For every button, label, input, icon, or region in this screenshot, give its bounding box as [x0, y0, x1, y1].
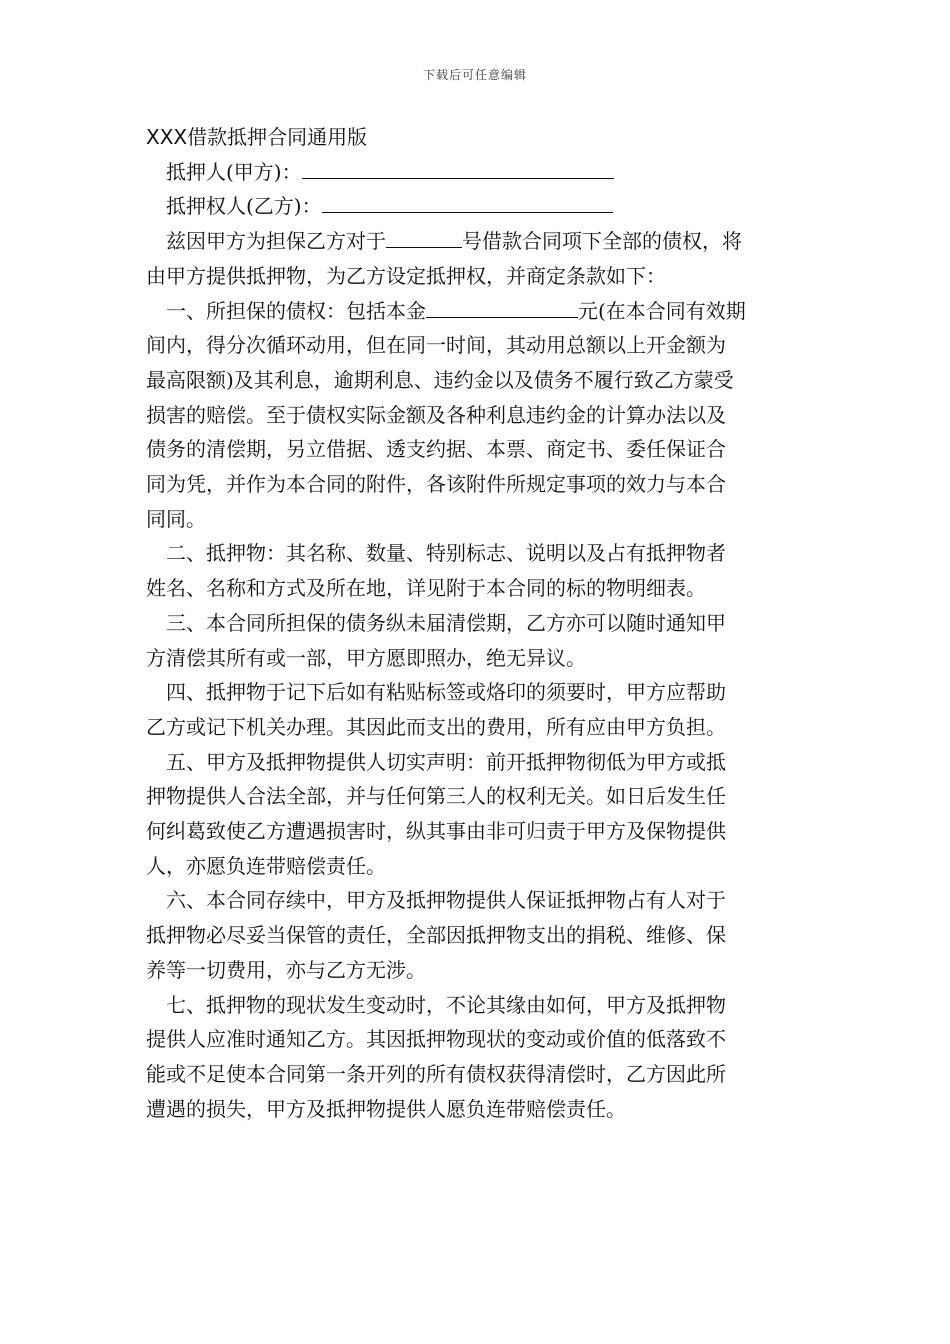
clause-7-line: 能或不足使本合同第一条开列的所有债权获得清偿时，乙方因此所	[146, 1061, 726, 1086]
document-title: XXX借款抵押合同通用版	[146, 125, 368, 149]
party-a-blank	[302, 156, 614, 179]
party-b-line	[146, 189, 806, 224]
clause-5-line: 人，亦愿负连带赔偿责任。	[146, 853, 386, 878]
clause-1-line: 同为凭，并作为本合同的附件，各该附件所规定事项的效力与本合	[146, 472, 726, 497]
clause-7-line: 提供人应准时通知乙方。其因抵押物现状的变动或价值的低落致不	[146, 1027, 726, 1052]
clause-1-line: 一、所担保的债权：包括本金 元(在本合同有效期	[146, 294, 806, 329]
paragraph-intro-line: 兹因甲方为担保乙方对于 号借款合同项下全部的债权，将	[146, 224, 806, 259]
contract-number-blank	[386, 225, 462, 248]
clause-3-line: 三、本合同所担保的债务纵未届清偿期，乙方亦可以随时通知甲	[166, 610, 726, 635]
clause-1-line: 债务的清偿期，另立借据、透支约据、本票、商定书、委任保证合	[146, 437, 726, 462]
clause-7-line: 七、抵押物的现状发生变动时，不论其缘由如何，甲方及抵押物	[166, 992, 726, 1017]
clause-2-line: 姓名、名称和方式及所在地，详见附于本合同的标的物明细表。	[146, 576, 706, 601]
clause-5-line: 何纠葛致使乙方遭遇损害时，纵其事由非可归责于甲方及保物提供	[146, 819, 726, 844]
clause-1-line: 间内，得分次循环动用，但在同一时间，其动用总额以上开金额为	[146, 333, 726, 358]
party-a-line	[146, 155, 806, 190]
clause-4-line: 乙方或记下机关办理。其因此而支出的费用，所有应由甲方负担。	[146, 714, 726, 739]
page-header-note: 下载后可任意编辑	[422, 68, 527, 82]
clause-7-line: 遭遇的损失，甲方及抵押物提供人愿负连带赔偿责任。	[146, 1096, 626, 1121]
clause-3-line: 方清偿其所有或一部，甲方愿即照办，绝无异议。	[146, 645, 586, 670]
clause-6-line: 六、本合同存续中，甲方及抵押物提供人保证抵押物占有人对于	[166, 888, 726, 913]
party-b-label: 抵押权人(乙方)：	[166, 194, 322, 219]
clause-5-line: 押物提供人合法全部，并与任何第三人的权利无关。如日后发生任	[146, 784, 726, 809]
contract-body	[146, 120, 806, 1126]
party-a-label: 抵押人(甲方)：	[166, 159, 302, 184]
clause-4-line: 四、抵押物于记下后如有粘贴标签或烙印的须要时，甲方应帮助	[166, 680, 726, 705]
clause-6-line: 抵押物必尽妥当保管的责任，全部因抵押物支出的捐税、维修、保	[146, 923, 726, 948]
paragraph-intro-line: 由甲方提供抵押物，为乙方设定抵押权，并商定条款如下：	[146, 263, 666, 288]
clause-6-line: 养等一切费用，亦与乙方无涉。	[146, 957, 426, 982]
clause-1-line: 损害的赔偿。至于债权实际金额及各种利息违约金的计算办法以及	[146, 402, 726, 427]
clause-5-line: 五、甲方及抵押物提供人切实声明：前开抵押物彻低为甲方或抵	[166, 749, 726, 774]
clause-1-line: 最高限额)及其利息，逾期利息、违约金以及债务不履行致乙方蒙受	[146, 367, 734, 392]
clause-1-line: 同同。	[146, 506, 206, 531]
party-b-blank	[322, 190, 613, 213]
clause-2-line: 二、抵押物：其名称、数量、特别标志、说明以及占有抵押物者	[166, 541, 726, 566]
principal-amount-blank	[426, 295, 578, 318]
